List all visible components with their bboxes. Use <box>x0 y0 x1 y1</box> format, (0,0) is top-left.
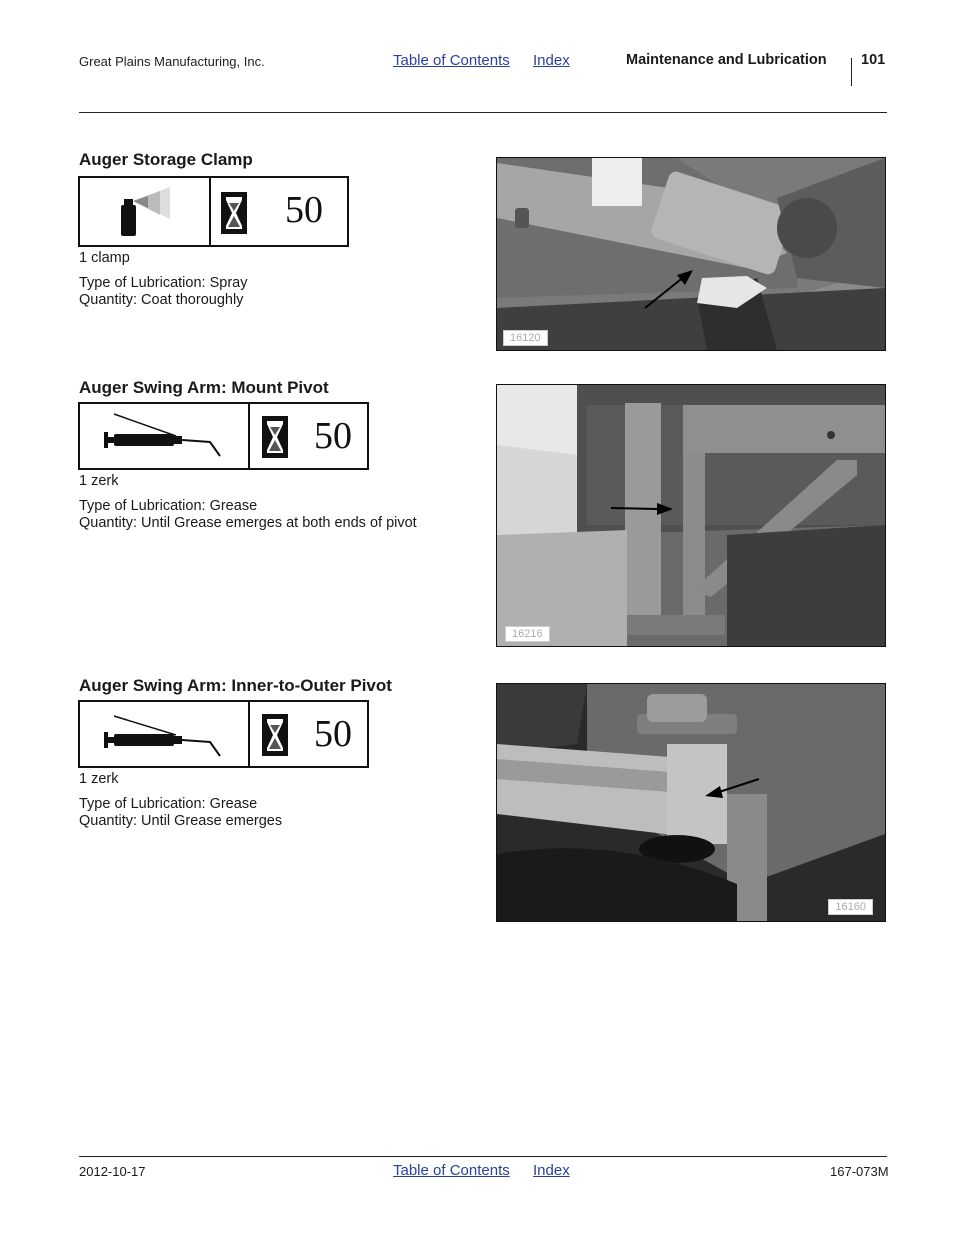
figure-number: 16160 <box>828 899 873 915</box>
lubrication-quantity-text: Quantity: Coat thoroughly <box>79 292 244 308</box>
doc-number: 167-073M <box>830 1164 889 1179</box>
hourglass-icon <box>262 416 288 458</box>
header-index-link[interactable]: Index <box>533 52 570 69</box>
section-heading-mount-pivot: Auger Swing Arm: Mount Pivot <box>79 378 329 397</box>
lubrication-interval-box <box>78 402 369 470</box>
count-text: 1 zerk <box>79 473 119 489</box>
lubrication-interval-box <box>78 176 349 247</box>
section-heading-inner-to-outer-pivot: Auger Swing Arm: Inner-to-Outer Pivot <box>79 676 392 695</box>
page-number: 101 <box>861 52 886 68</box>
section-heading-auger-storage-clamp: Auger Storage Clamp <box>79 150 253 169</box>
figure-number: 16120 <box>503 330 548 346</box>
spray-can-icon <box>80 178 211 245</box>
grease-gun-icon <box>80 702 250 766</box>
lubrication-type-text: Type of Lubrication: Spray <box>79 275 248 291</box>
lubrication-type-text: Type of Lubrication: Grease <box>79 796 258 812</box>
company-name: Great Plains Manufacturing, Inc. <box>79 54 265 69</box>
lubrication-interval-box <box>78 700 369 768</box>
count-text: 1 clamp <box>79 250 130 266</box>
hourglass-icon <box>262 714 288 756</box>
photo-auger-storage-clamp <box>496 157 886 351</box>
count-text: 1 zerk <box>79 771 119 787</box>
footer-rule <box>79 1156 887 1157</box>
grease-gun-icon <box>80 404 250 468</box>
header-toc-link[interactable]: Table of Contents <box>393 52 510 69</box>
photo-mount-pivot <box>496 384 886 647</box>
section-title: Maintenance and Lubrication <box>626 52 827 68</box>
hourglass-icon <box>221 192 247 234</box>
header-divider <box>851 58 852 86</box>
interval-hours: 50 <box>314 713 352 755</box>
header-rule <box>79 112 887 113</box>
footer-date: 2012-10-17 <box>79 1164 146 1179</box>
footer-toc-link[interactable]: Table of Contents <box>393 1162 510 1179</box>
lubrication-quantity-text: Quantity: Until Grease emerges at both ends of pivot <box>79 515 417 531</box>
lubrication-quantity-text: Quantity: Until Grease emerges <box>79 813 283 829</box>
photo-inner-to-outer-pivot <box>496 683 886 922</box>
lubrication-type-text: Type of Lubrication: Grease <box>79 498 258 514</box>
interval-hours: 50 <box>314 415 352 457</box>
figure-number: 16216 <box>505 626 550 642</box>
interval-hours: 50 <box>285 189 323 231</box>
footer-index-link[interactable]: Index <box>533 1162 570 1179</box>
